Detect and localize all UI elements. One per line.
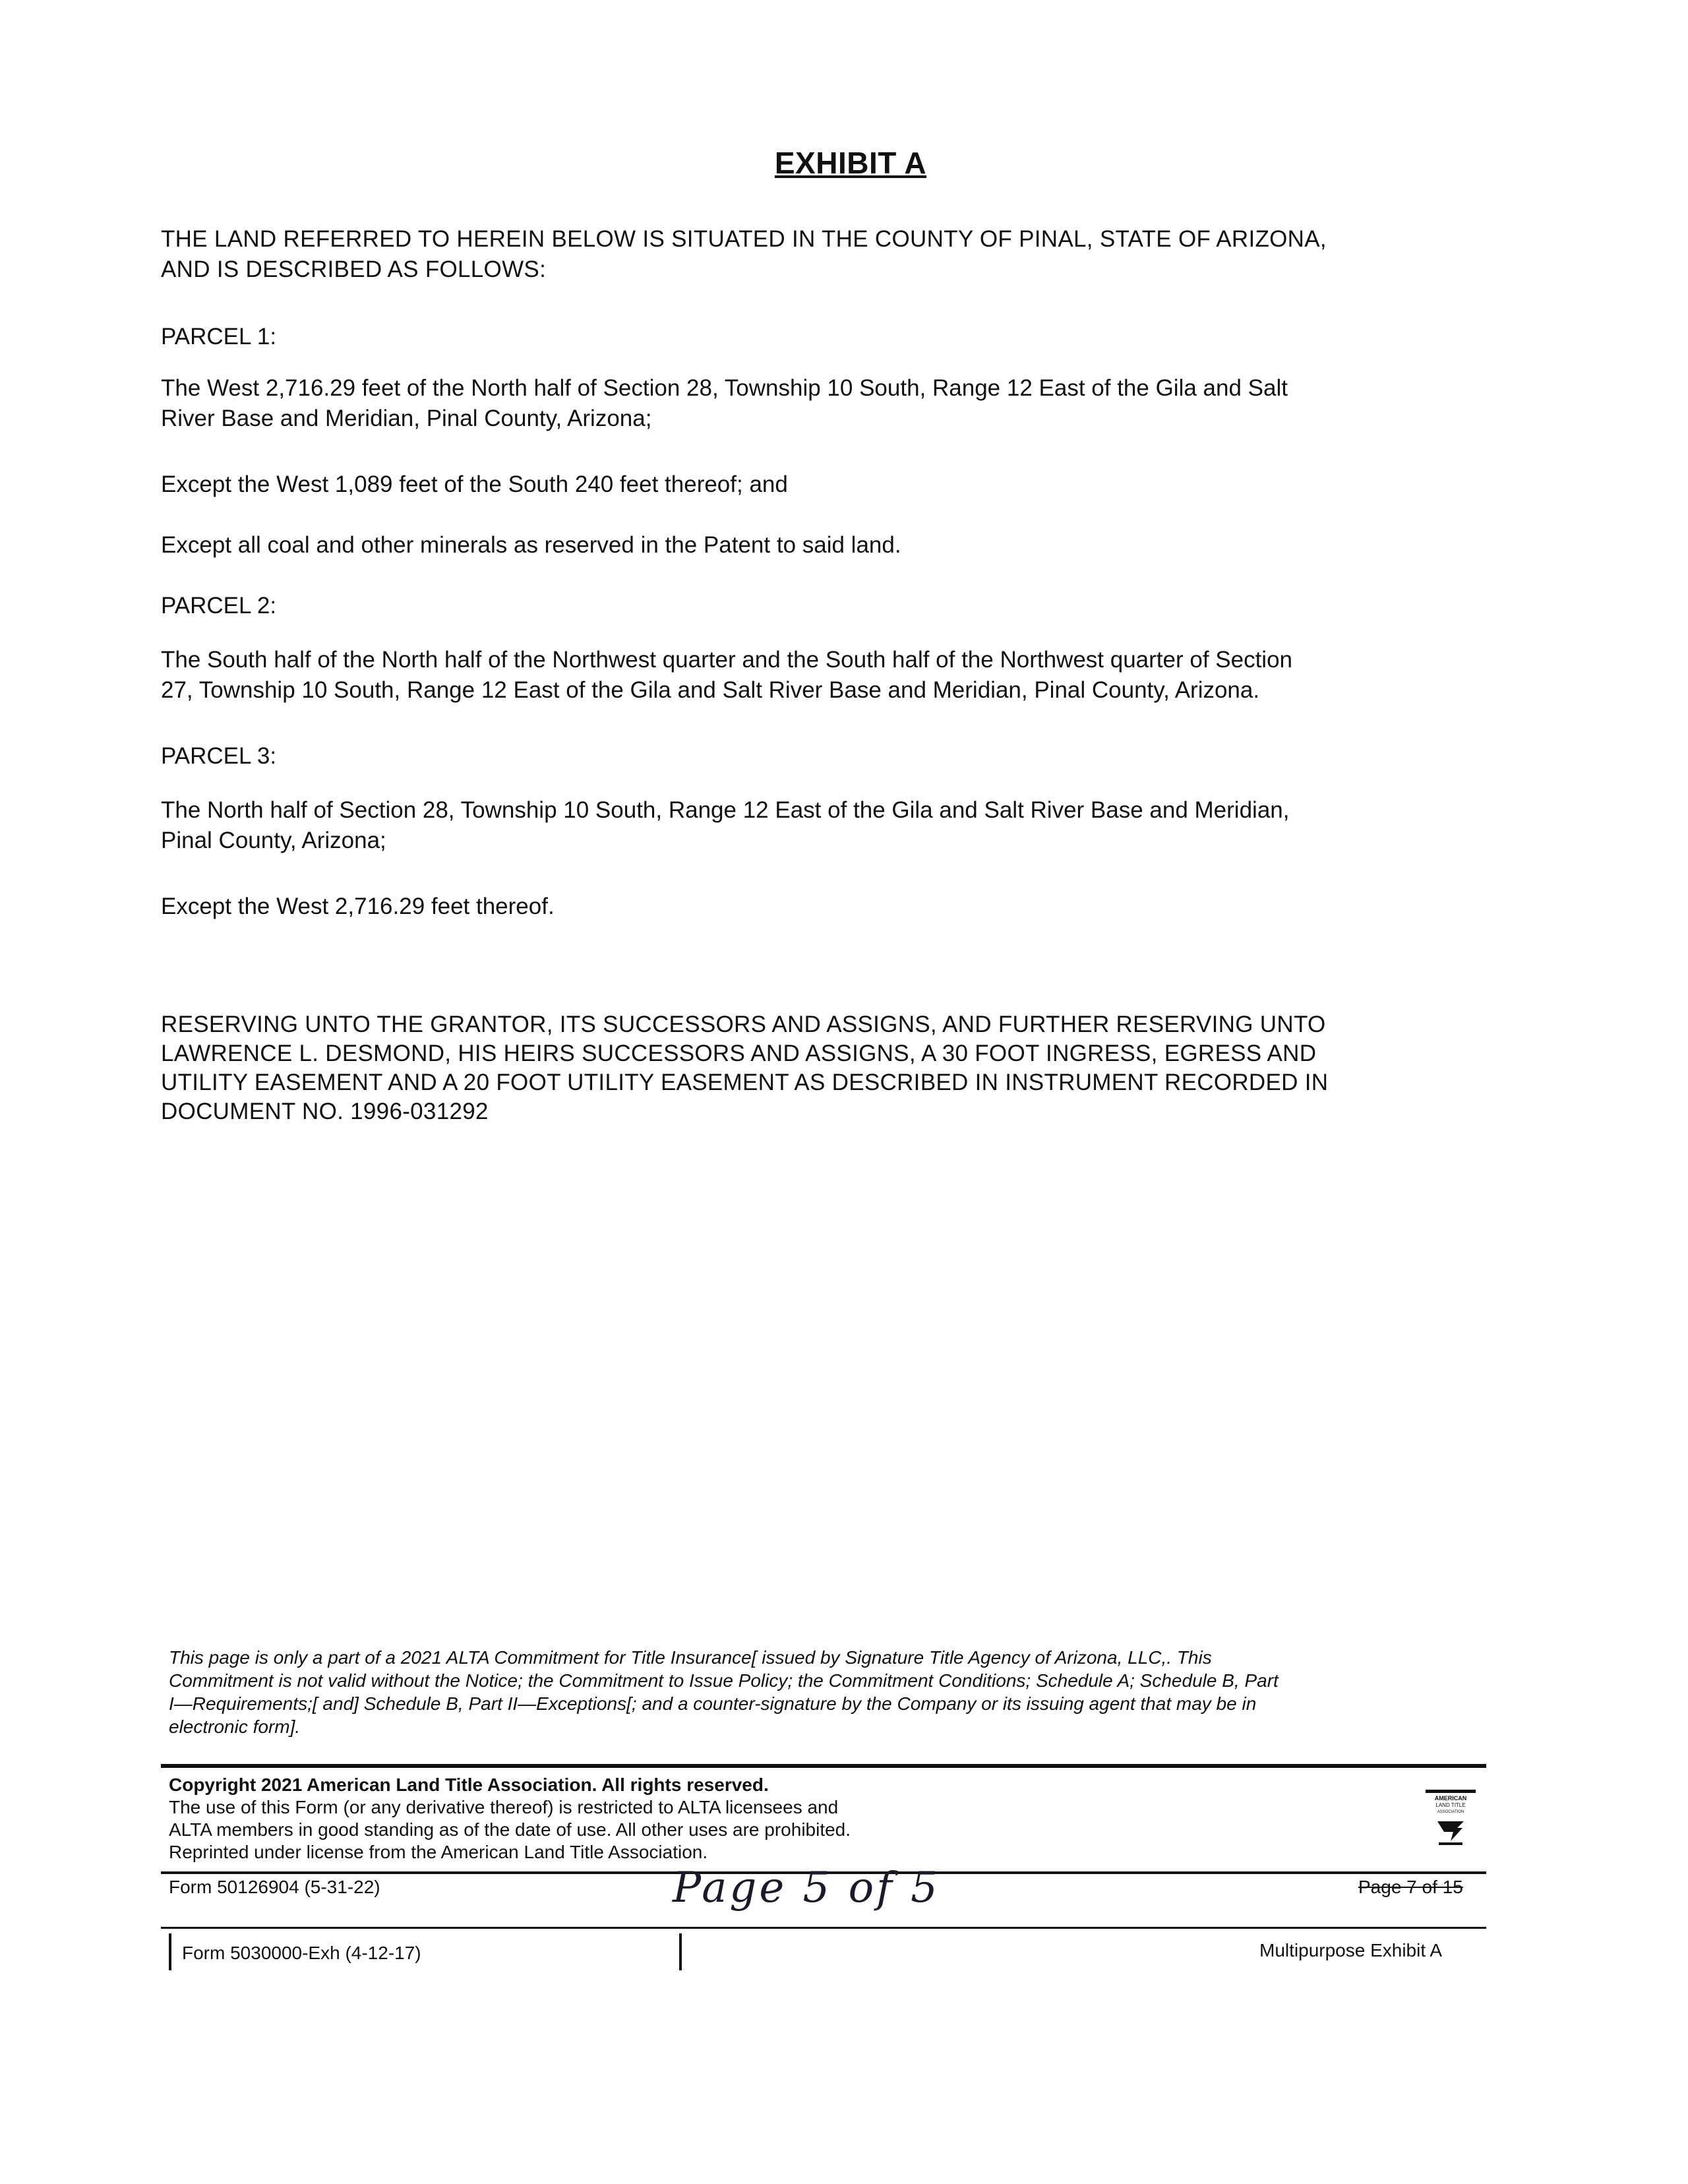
- exhibit-title: EXHIBIT A: [774, 146, 927, 180]
- parcel2-heading: PARCEL 2:: [161, 593, 277, 619]
- parcel1-line: River Base and Meridian, Pinal County, Arizona;: [161, 406, 652, 431]
- reservation-line: UTILITY EASEMENT AND A 20 FOOT UTILITY EASEMENT AS DESCRIBED IN INSTRUMENT RECORDED IN: [161, 1070, 1329, 1095]
- reservation-line: LAWRENCE L. DESMOND, HIS HEIRS SUCCESSORS AND ASSIGNS, A 30 FOOT INGRESS, EGRESS AND: [161, 1041, 1317, 1066]
- parcel2-line: The South half of the North half of the Northwest quarter and the South half of the Northwest quarter of Section: [161, 647, 1293, 673]
- parcel3-exception: Except the West 2,716.29 feet thereof.: [161, 894, 555, 919]
- parcel3-line: Pinal County, Arizona;: [161, 828, 386, 853]
- intro-line: THE LAND REFERRED TO HEREIN BELOW IS SITUATED IN THE COUNTY OF PINAL, STATE OF ARIZONA,: [161, 226, 1327, 252]
- copyright-block: [169, 1774, 1158, 1864]
- notice-line: I—Requirements;[ and] Schedule B, Part II—Exceptions[; and a counter-signature by the Company or its issuing agent that may be in: [169, 1693, 1257, 1714]
- struck-page-number: Page 7 of 15: [1358, 1877, 1463, 1897]
- copyright-line: The use of this Form (or any derivative thereof) is restricted to ALTA licensees and: [169, 1797, 839, 1817]
- parcel3-description: [161, 795, 1480, 856]
- parcel2-description: [161, 645, 1480, 706]
- parcel1-exception-1: Except the West 1,089 feet of the South 240 feet thereof; and: [161, 471, 788, 497]
- copyright-line: Reprinted under license from the American Land Title Association.: [169, 1842, 708, 1862]
- alta-logo-icon: [1424, 1788, 1477, 1848]
- parcel1-line: The West 2,716.29 feet of the North half of Section 28, Township 10 South, Range 12 East of the Gila and Salt: [161, 375, 1288, 401]
- svg-text:AMERICAN: AMERICAN: [1434, 1795, 1467, 1802]
- notice-line: Commitment is not valid without the Notice; the Commitment to Issue Policy; the Commitment Conditions; Schedule A; Schedule B, Part: [169, 1670, 1279, 1691]
- bottom-divider: [161, 1927, 1486, 1929]
- parcel1-exception-2: Except all coal and other minerals as reserved in the Patent to said land.: [161, 532, 901, 558]
- copyright-title: Copyright 2021 American Land Title Association. All rights reserved.: [169, 1774, 769, 1795]
- svg-text:LAND TITLE: LAND TITLE: [1435, 1802, 1466, 1808]
- parcel3-heading: PARCEL 3:: [161, 743, 277, 769]
- parcel1-description: [161, 373, 1480, 434]
- commitment-notice: [169, 1646, 1455, 1738]
- exhibit-label: Multipurpose Exhibit A: [1259, 1940, 1443, 1960]
- handwritten-page-number: Page 5 of 5: [673, 1864, 940, 1912]
- notice-line: electronic form].: [169, 1716, 301, 1737]
- footer-divider: [161, 1764, 1486, 1768]
- form-number: Form 50126904 (5-31-22): [169, 1877, 380, 1897]
- svg-text:ASSOCIATION: ASSOCIATION: [1437, 1810, 1464, 1814]
- parcel2-line: 27, Township 10 South, Range 12 East of the Gila and Salt River Base and Meridian, Pinal County, Arizona.: [161, 677, 1260, 703]
- copyright-line: ALTA members in good standing as of the date of use. All other uses are prohibited.: [169, 1819, 851, 1840]
- form-code: Form 5030000-Exh (4-12-17): [182, 1943, 421, 1963]
- intro-paragraph: [161, 224, 1480, 285]
- reservation-paragraph: [161, 1010, 1480, 1126]
- notice-line: This page is only a part of a 2021 ALTA Commitment for Title Insurance[ issued by Signature Title Agency of Arizona, LLC,. This: [169, 1647, 1212, 1668]
- intro-line: AND IS DESCRIBED AS FOLLOWS:: [161, 257, 547, 282]
- reservation-line: RESERVING UNTO THE GRANTOR, ITS SUCCESSORS AND ASSIGNS, AND FURTHER RESERVING UNTO: [161, 1012, 1326, 1037]
- parcel1-heading: PARCEL 1:: [161, 324, 277, 349]
- reservation-line: DOCUMENT NO. 1996-031292: [161, 1099, 489, 1124]
- parcel3-line: The North half of Section 28, Township 10 South, Range 12 East of the Gila and Salt River Base and Meridian,: [161, 797, 1290, 823]
